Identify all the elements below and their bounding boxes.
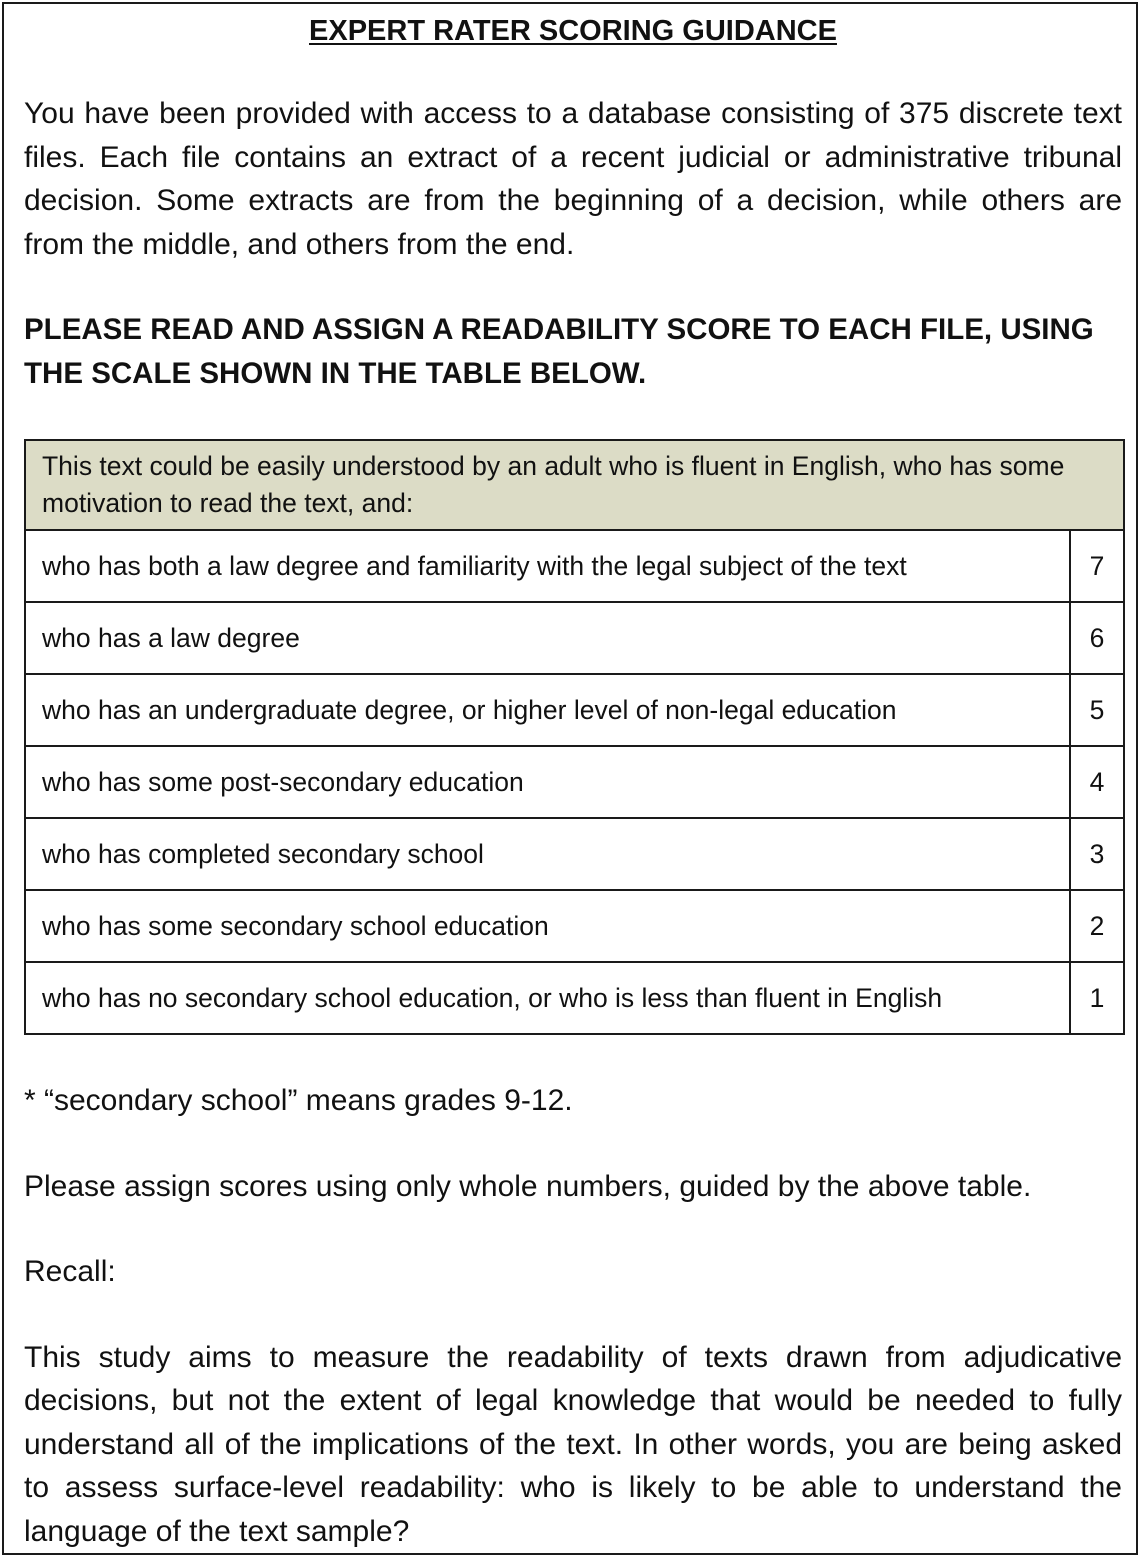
table-row — [25, 818, 1124, 890]
table-row — [25, 746, 1124, 818]
footnote: * “secondary school” means grades 9-12. — [24, 1084, 573, 1117]
guidance-document — [2, 2, 1138, 1555]
document-content — [24, 4, 1122, 1553]
intro-paragraph: You have been provided with access to a database consisting of 375 discrete text files. Each file contains an extract of a recent judicial or administrative tribunal decision. Some extracts are from the beginning of a decision, while others are from the middle, and others from the end. — [24, 97, 1122, 261]
table-header-row — [25, 440, 1124, 530]
study-note-paragraph: This study aims to measure the readability of texts drawn from adjudicative decisions, but not the extent of legal knowledge that would be needed to fully understand all of the implications of the text. In other words, you are being asked to assess surface-level readability: who is likely to be able to understand the language of the text sample? — [24, 1340, 1122, 1548]
row-score: 5 — [1070, 674, 1124, 746]
row-score: 7 — [1070, 530, 1124, 602]
row-description: who has an undergraduate degree, or higher level of non-legal education — [25, 674, 1070, 746]
table-row — [25, 602, 1124, 674]
row-score: 4 — [1070, 746, 1124, 818]
readability-scale-table — [24, 439, 1125, 1035]
row-description: who has some post-secondary education — [25, 746, 1070, 818]
row-description: who has some secondary school education — [25, 890, 1070, 962]
table-row — [25, 530, 1124, 602]
row-description: who has both a law degree and familiarity with the legal subject of the text — [25, 530, 1070, 602]
row-score: 3 — [1070, 818, 1124, 890]
row-score: 2 — [1070, 890, 1124, 962]
row-description: who has a law degree — [25, 602, 1070, 674]
document-title: EXPERT RATER SCORING GUIDANCE — [309, 15, 837, 47]
table-header-cell: This text could be easily understood by an adult who is fluent in English, who has some motivation to read the text, and: — [25, 440, 1124, 530]
row-score: 1 — [1070, 962, 1124, 1034]
instruction-paragraph: PLEASE READ AND ASSIGN A READABILITY SCORE TO EACH FILE, USING THE SCALE SHOWN IN THE TABLE BELOW. — [24, 313, 1094, 390]
table-row — [25, 962, 1124, 1034]
row-description: who has completed secondary school — [25, 818, 1070, 890]
row-description: who has no secondary school education, or who is less than fluent in English — [25, 962, 1070, 1034]
row-score: 6 — [1070, 602, 1124, 674]
table-row — [25, 890, 1124, 962]
recall-label: Recall: — [24, 1255, 116, 1288]
table-row — [25, 674, 1124, 746]
guidance-paragraph: Please assign scores using only whole numbers, guided by the above table. — [24, 1169, 1032, 1203]
